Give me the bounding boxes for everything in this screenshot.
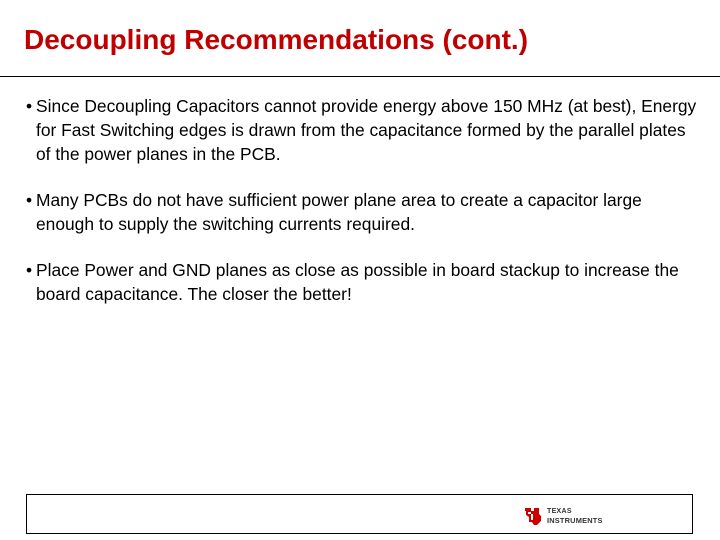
bullet-marker: • <box>26 260 33 280</box>
title-divider <box>0 76 720 77</box>
logo-text-line1: TEXAS <box>547 508 572 515</box>
bullet-item <box>26 188 698 236</box>
bullet-item <box>26 94 698 166</box>
bullet-text: Many PCBs do not have sufficient power plane area to create a capacitor large enough to supply the switching currents required. <box>36 190 642 234</box>
logo-text-line2: INSTRUMENTS <box>547 516 603 525</box>
bullet-text: Place Power and GND planes as close as possible in board stackup to increase the board capacitance. The closer the better! <box>36 260 679 304</box>
texas-instruments-logo <box>522 505 617 527</box>
texas-instruments-logo-icon <box>522 505 544 527</box>
slide-title: Decoupling Recommendations (cont.) <box>24 24 529 55</box>
bullet-list <box>26 94 698 328</box>
bullet-marker: • <box>26 190 33 210</box>
bullet-text: Since Decoupling Capacitors cannot provide energy above 150 MHz (at best), Energy for Fast Switching edges is drawn from the capacitance formed by the parallel plates of the power planes in the PCB. <box>36 96 697 164</box>
bullet-marker: • <box>26 96 33 116</box>
bullet-item <box>26 258 698 306</box>
